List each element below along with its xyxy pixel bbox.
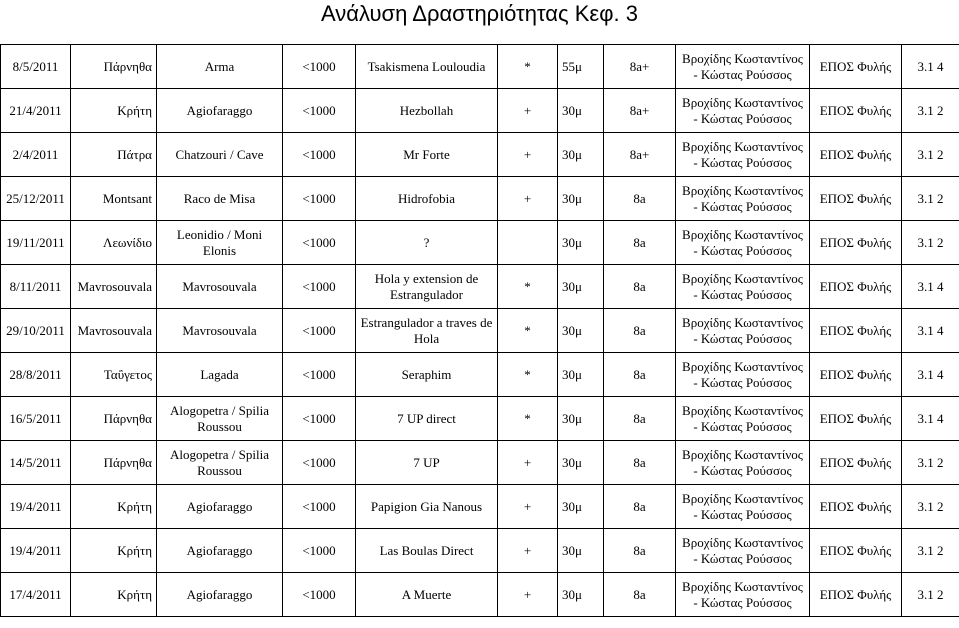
code-cell: 3.1 2 xyxy=(902,89,959,133)
code-cell: 3.1 2 xyxy=(902,177,959,221)
code-cell: 3.1 2 xyxy=(902,221,959,265)
route-name-cell: 7 UP direct xyxy=(356,397,498,441)
length-cell: 30μ xyxy=(558,133,604,177)
region-cell: Κρήτη xyxy=(71,485,157,529)
climbers-cell: Βροχίδης Κωσταντίνος - Κώστας Ρούσσος xyxy=(676,529,810,573)
crag-cell: Agiofaraggo xyxy=(157,485,283,529)
altitude-cell: <1000 xyxy=(283,441,356,485)
altitude-cell: <1000 xyxy=(283,265,356,309)
length-cell: 55μ xyxy=(558,45,604,89)
climbers-cell: Βροχίδης Κωσταντίνος - Κώστας Ρούσσος xyxy=(676,133,810,177)
route-name-cell: Las Boulas Direct xyxy=(356,529,498,573)
route-name-cell: Hidrofobia xyxy=(356,177,498,221)
length-cell: 30μ xyxy=(558,89,604,133)
date-cell: 19/11/2011 xyxy=(1,221,71,265)
table-row xyxy=(1,485,959,529)
crag-cell: Lagada xyxy=(157,353,283,397)
climbers-cell: Βροχίδης Κωσταντίνος - Κώστας Ρούσσος xyxy=(676,353,810,397)
climbers-cell: Βροχίδης Κωσταντίνος - Κώστας Ρούσσος xyxy=(676,441,810,485)
club-cell: ΕΠΟΣ Φυλής xyxy=(810,45,902,89)
climbers-cell: Βροχίδης Κωσταντίνος - Κώστας Ρούσσος xyxy=(676,309,810,353)
style-mark-cell: * xyxy=(498,397,558,441)
altitude-cell: <1000 xyxy=(283,177,356,221)
table-row xyxy=(1,45,959,89)
table-row xyxy=(1,309,959,353)
code-cell: 3.1 2 xyxy=(902,441,959,485)
code-cell: 3.1 4 xyxy=(902,45,959,89)
table-row xyxy=(1,133,959,177)
style-mark-cell: * xyxy=(498,45,558,89)
route-name-cell: Hola y extension de Estrangulador xyxy=(356,265,498,309)
date-cell: 17/4/2011 xyxy=(1,573,71,617)
code-cell: 3.1 2 xyxy=(902,133,959,177)
length-cell: 30μ xyxy=(558,177,604,221)
altitude-cell: <1000 xyxy=(283,485,356,529)
crag-cell: Mavrosouvala xyxy=(157,265,283,309)
club-cell: ΕΠΟΣ Φυλής xyxy=(810,133,902,177)
grade-cell: 8a xyxy=(604,397,676,441)
grade-cell: 8a xyxy=(604,441,676,485)
altitude-cell: <1000 xyxy=(283,89,356,133)
crag-cell: Agiofaraggo xyxy=(157,529,283,573)
style-mark-cell xyxy=(498,221,558,265)
club-cell: ΕΠΟΣ Φυλής xyxy=(810,89,902,133)
crag-cell: Leonidio / Moni Elonis xyxy=(157,221,283,265)
grade-cell: 8a+ xyxy=(604,133,676,177)
route-name-cell: Papigion Gia Nanous xyxy=(356,485,498,529)
altitude-cell: <1000 xyxy=(283,45,356,89)
page-title: Ανάλυση Δραστηριότητας Κεφ. 3 xyxy=(321,1,638,26)
date-cell: 16/5/2011 xyxy=(1,397,71,441)
route-name-cell: A Muerte xyxy=(356,573,498,617)
style-mark-cell: + xyxy=(498,133,558,177)
altitude-cell: <1000 xyxy=(283,529,356,573)
crag-cell: Alogopetra / Spilia Roussou xyxy=(157,441,283,485)
date-cell: 19/4/2011 xyxy=(1,485,71,529)
region-cell: Mavrosouvala xyxy=(71,265,157,309)
date-cell: 14/5/2011 xyxy=(1,441,71,485)
table-row xyxy=(1,573,959,617)
region-cell: Πάρνηθα xyxy=(71,441,157,485)
style-mark-cell: * xyxy=(498,309,558,353)
region-cell: Πάρνηθα xyxy=(71,397,157,441)
climbers-cell: Βροχίδης Κωσταντίνος - Κώστας Ρούσσος xyxy=(676,177,810,221)
climbers-cell: Βροχίδης Κωσταντίνος - Κώστας Ρούσσος xyxy=(676,397,810,441)
crag-cell: Chatzouri / Cave xyxy=(157,133,283,177)
altitude-cell: <1000 xyxy=(283,573,356,617)
table-row xyxy=(1,397,959,441)
grade-cell: 8a+ xyxy=(604,89,676,133)
table-row xyxy=(1,177,959,221)
style-mark-cell: * xyxy=(498,353,558,397)
table-body xyxy=(1,45,959,617)
altitude-cell: <1000 xyxy=(283,221,356,265)
club-cell: ΕΠΟΣ Φυλής xyxy=(810,177,902,221)
code-cell: 3.1 4 xyxy=(902,353,959,397)
style-mark-cell: + xyxy=(498,573,558,617)
grade-cell: 8a+ xyxy=(604,45,676,89)
grade-cell: 8a xyxy=(604,309,676,353)
region-cell: Mavrosouvala xyxy=(71,309,157,353)
route-name-cell: Seraphim xyxy=(356,353,498,397)
length-cell: 30μ xyxy=(558,485,604,529)
grade-cell: 8a xyxy=(604,265,676,309)
date-cell: 25/12/2011 xyxy=(1,177,71,221)
crag-cell: Arma xyxy=(157,45,283,89)
length-cell: 30μ xyxy=(558,353,604,397)
table-row xyxy=(1,221,959,265)
date-cell: 21/4/2011 xyxy=(1,89,71,133)
climbers-cell: Βροχίδης Κωσταντίνος - Κώστας Ρούσσος xyxy=(676,45,810,89)
length-cell: 30μ xyxy=(558,573,604,617)
crag-cell: Raco de Misa xyxy=(157,177,283,221)
club-cell: ΕΠΟΣ Φυλής xyxy=(810,397,902,441)
altitude-cell: <1000 xyxy=(283,309,356,353)
activity-table xyxy=(0,44,959,617)
code-cell: 3.1 2 xyxy=(902,529,959,573)
style-mark-cell: + xyxy=(498,529,558,573)
climbers-cell: Βροχίδης Κωσταντίνος - Κώστας Ρούσσος xyxy=(676,485,810,529)
length-cell: 30μ xyxy=(558,265,604,309)
table-row xyxy=(1,529,959,573)
table-row xyxy=(1,89,959,133)
grade-cell: 8a xyxy=(604,529,676,573)
length-cell: 30μ xyxy=(558,441,604,485)
club-cell: ΕΠΟΣ Φυλής xyxy=(810,353,902,397)
climbers-cell: Βροχίδης Κωσταντίνος - Κώστας Ρούσσος xyxy=(676,221,810,265)
code-cell: 3.1 4 xyxy=(902,265,959,309)
length-cell: 30μ xyxy=(558,221,604,265)
route-name-cell: ? xyxy=(356,221,498,265)
altitude-cell: <1000 xyxy=(283,133,356,177)
code-cell: 3.1 4 xyxy=(902,397,959,441)
grade-cell: 8a xyxy=(604,485,676,529)
grade-cell: 8a xyxy=(604,221,676,265)
grade-cell: 8a xyxy=(604,573,676,617)
date-cell: 8/5/2011 xyxy=(1,45,71,89)
code-cell: 3.1 2 xyxy=(902,573,959,617)
table-row xyxy=(1,441,959,485)
date-cell: 19/4/2011 xyxy=(1,529,71,573)
date-cell: 29/10/2011 xyxy=(1,309,71,353)
style-mark-cell: + xyxy=(498,441,558,485)
region-cell: Ταΰγετος xyxy=(71,353,157,397)
route-name-cell: Mr Forte xyxy=(356,133,498,177)
region-cell: Λεωνίδιο xyxy=(71,221,157,265)
region-cell: Κρήτη xyxy=(71,529,157,573)
region-cell: Montsant xyxy=(71,177,157,221)
style-mark-cell: + xyxy=(498,89,558,133)
length-cell: 30μ xyxy=(558,397,604,441)
club-cell: ΕΠΟΣ Φυλής xyxy=(810,485,902,529)
region-cell: Πάτρα xyxy=(71,133,157,177)
club-cell: ΕΠΟΣ Φυλής xyxy=(810,309,902,353)
climbers-cell: Βροχίδης Κωσταντίνος - Κώστας Ρούσσος xyxy=(676,265,810,309)
style-mark-cell: + xyxy=(498,177,558,221)
climbers-cell: Βροχίδης Κωσταντίνος - Κώστας Ρούσσος xyxy=(676,89,810,133)
style-mark-cell: + xyxy=(498,485,558,529)
route-name-cell: Estrangulador a traves de Hola xyxy=(356,309,498,353)
altitude-cell: <1000 xyxy=(283,353,356,397)
climbers-cell: Βροχίδης Κωσταντίνος - Κώστας Ρούσσος xyxy=(676,573,810,617)
date-cell: 8/11/2011 xyxy=(1,265,71,309)
altitude-cell: <1000 xyxy=(283,397,356,441)
date-cell: 2/4/2011 xyxy=(1,133,71,177)
length-cell: 30μ xyxy=(558,529,604,573)
route-name-cell: Tsakismena Louloudia xyxy=(356,45,498,89)
club-cell: ΕΠΟΣ Φυλής xyxy=(810,529,902,573)
code-cell: 3.1 4 xyxy=(902,309,959,353)
club-cell: ΕΠΟΣ Φυλής xyxy=(810,221,902,265)
crag-cell: Mavrosouvala xyxy=(157,309,283,353)
crag-cell: Alogopetra / Spilia Roussou xyxy=(157,397,283,441)
grade-cell: 8a xyxy=(604,177,676,221)
grade-cell: 8a xyxy=(604,353,676,397)
club-cell: ΕΠΟΣ Φυλής xyxy=(810,573,902,617)
route-name-cell: Hezbollah xyxy=(356,89,498,133)
table-row xyxy=(1,353,959,397)
club-cell: ΕΠΟΣ Φυλής xyxy=(810,441,902,485)
code-cell: 3.1 2 xyxy=(902,485,959,529)
crag-cell: Agiofaraggo xyxy=(157,89,283,133)
region-cell: Πάρνηθα xyxy=(71,45,157,89)
table-row xyxy=(1,265,959,309)
region-cell: Κρήτη xyxy=(71,89,157,133)
length-cell: 30μ xyxy=(558,309,604,353)
crag-cell: Agiofaraggo xyxy=(157,573,283,617)
style-mark-cell: * xyxy=(498,265,558,309)
date-cell: 28/8/2011 xyxy=(1,353,71,397)
club-cell: ΕΠΟΣ Φυλής xyxy=(810,265,902,309)
route-name-cell: 7 UP xyxy=(356,441,498,485)
region-cell: Κρήτη xyxy=(71,573,157,617)
